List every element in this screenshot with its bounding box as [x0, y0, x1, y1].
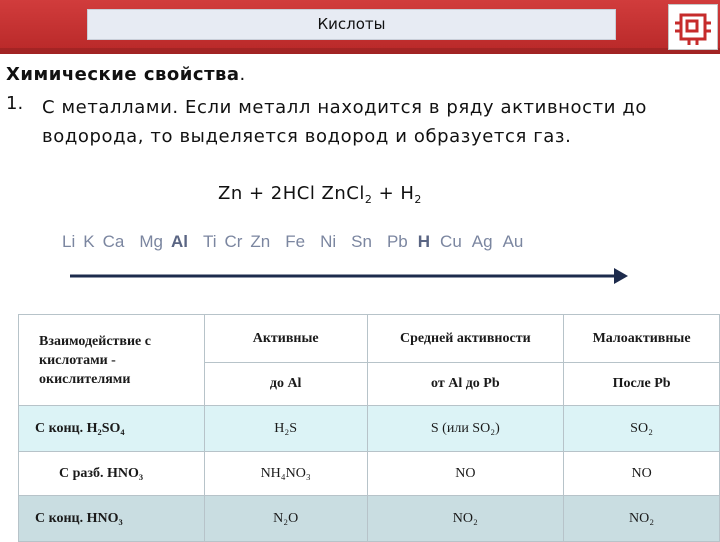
reaction-equation: Zn + 2HCl ZnCl$_2$ + $H_2$: [218, 183, 422, 206]
list-number: 1.: [6, 93, 24, 114]
section-heading: Химические свойства.: [6, 64, 246, 85]
range-active: до Al: [204, 363, 367, 406]
range-low: После Pb: [564, 363, 720, 406]
range-medium: от Al до Pb: [367, 363, 564, 406]
series-element: Pb: [386, 232, 408, 251]
series-element: Mg: [139, 232, 163, 251]
series-element: Ag: [471, 232, 493, 251]
col-active: Активные: [204, 315, 367, 363]
table-row: С конц. HNO₃ N₂O NO₂ NO₂: [19, 496, 720, 542]
series-element: Al: [170, 232, 188, 251]
col-low: Малоактивные: [564, 315, 720, 363]
series-element: Sn: [351, 232, 372, 251]
series-element: K: [83, 232, 95, 251]
series-element: Au: [502, 232, 524, 251]
table-row: С конц. H₂SO₄ H₂S S (или SO₂) SO₂: [19, 406, 720, 452]
series-element: Zn: [250, 232, 271, 251]
list-item-text: С металлами. Если металл находится в ряду активности до водорода, то выделяется водород и образуется газ.: [42, 97, 647, 147]
table-row: С разб. HNO₃ NH₄NO₃ NO NO: [19, 452, 720, 496]
series-element: Fe: [285, 232, 306, 251]
series-element: Cr: [224, 232, 243, 251]
reactions-table: [18, 314, 720, 542]
logo-icon: [668, 4, 718, 50]
activity-series: [62, 232, 523, 252]
series-arrow: [68, 264, 630, 288]
table-header-main: Взаимодействие с кислотами - окислителями: [19, 315, 205, 406]
series-element: Li: [62, 232, 76, 251]
series-element: Ti: [202, 232, 217, 251]
series-element: Ca: [102, 232, 125, 251]
series-element: Cu: [440, 232, 462, 251]
col-medium: Средней активности: [367, 315, 564, 363]
series-element: H: [417, 232, 431, 251]
page-title: Кислоты: [87, 9, 616, 40]
series-element: Ni: [320, 232, 337, 251]
